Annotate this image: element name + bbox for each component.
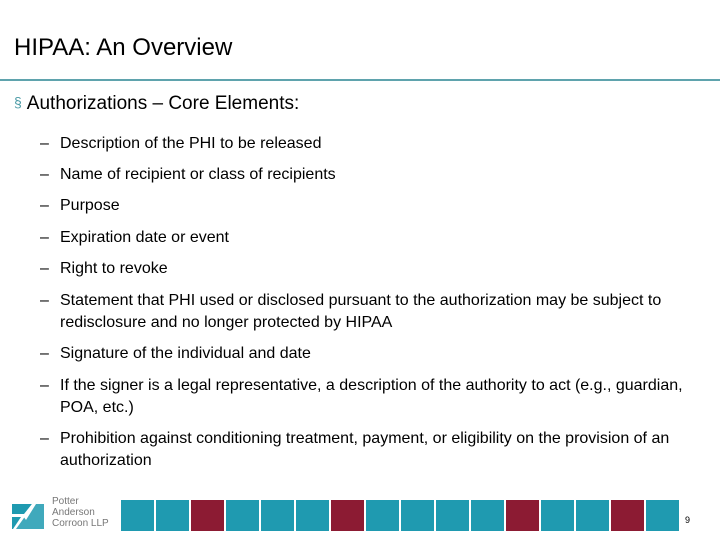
sub-bullet [40, 133, 700, 155]
dash-marker: – [40, 229, 49, 246]
dash-marker: – [40, 197, 49, 214]
sub-bullet [40, 227, 700, 249]
sub-bullet [40, 375, 700, 419]
sub-bullet-text: Statement that PHI used or disclosed pursuant to the authorization may be subject to redisclosure and no longer protected by HIPAA [60, 292, 662, 331]
sub-bullet-text: Name of recipient or class of recipients [60, 166, 336, 183]
title-divider [0, 79, 720, 81]
dash-marker: – [40, 377, 49, 394]
footer-tile [576, 500, 609, 531]
footer-tile [506, 500, 539, 531]
logo-line: Corroon LLP [52, 518, 109, 529]
footer-tile [471, 500, 504, 531]
sub-bullet [40, 343, 700, 365]
footer-tile [331, 500, 364, 531]
dash-marker: – [40, 135, 49, 152]
sub-bullet [40, 195, 700, 217]
sub-bullet [40, 290, 700, 334]
page-number: 9 [685, 515, 691, 525]
footer-tile [261, 500, 294, 531]
sub-bullet-text: Purpose [60, 197, 120, 214]
dash-marker: – [40, 292, 49, 309]
dash-marker: – [40, 345, 49, 362]
logo-line: Anderson [52, 507, 95, 518]
footer-tile [226, 500, 259, 531]
dash-marker: – [40, 260, 49, 277]
footer-tile [366, 500, 399, 531]
dash-marker: – [40, 166, 49, 183]
sub-bullet [40, 258, 700, 280]
footer-tile [296, 500, 329, 531]
sub-bullet [40, 428, 700, 472]
main-bullet-text: Authorizations – Core Elements: [26, 93, 300, 114]
sub-bullet-text: If the signer is a legal representative, a description of the authority to act (e.g., guardian, POA, etc.) [60, 377, 683, 416]
main-bullet [14, 93, 299, 115]
logo-text [52, 496, 109, 529]
sub-bullet-text: Signature of the individual and date [60, 345, 311, 362]
sub-bullet-text: Right to revoke [60, 260, 168, 277]
footer-tile [611, 500, 644, 531]
footer-tile [646, 500, 679, 531]
logo-line: Potter [52, 496, 79, 507]
sub-bullet [40, 164, 700, 186]
sub-bullet-text: Expiration date or event [60, 229, 229, 246]
sub-bullet-text: Prohibition against conditioning treatment, payment, or eligibility on the provision of an authorization [60, 430, 670, 469]
firm-logo [10, 496, 120, 536]
footer-tile [191, 500, 224, 531]
footer-tile [121, 500, 154, 531]
footer-tile [156, 500, 189, 531]
footer-tile-strip [121, 500, 679, 531]
footer-tile [436, 500, 469, 531]
dash-marker: – [40, 430, 49, 447]
bullet-marker: § [14, 94, 22, 110]
footer-tile [401, 500, 434, 531]
footer-tile [541, 500, 574, 531]
sub-bullet-text: Description of the PHI to be released [60, 135, 322, 152]
logo-mark-icon [10, 498, 46, 532]
slide-title: HIPAA: An Overview [14, 34, 233, 61]
